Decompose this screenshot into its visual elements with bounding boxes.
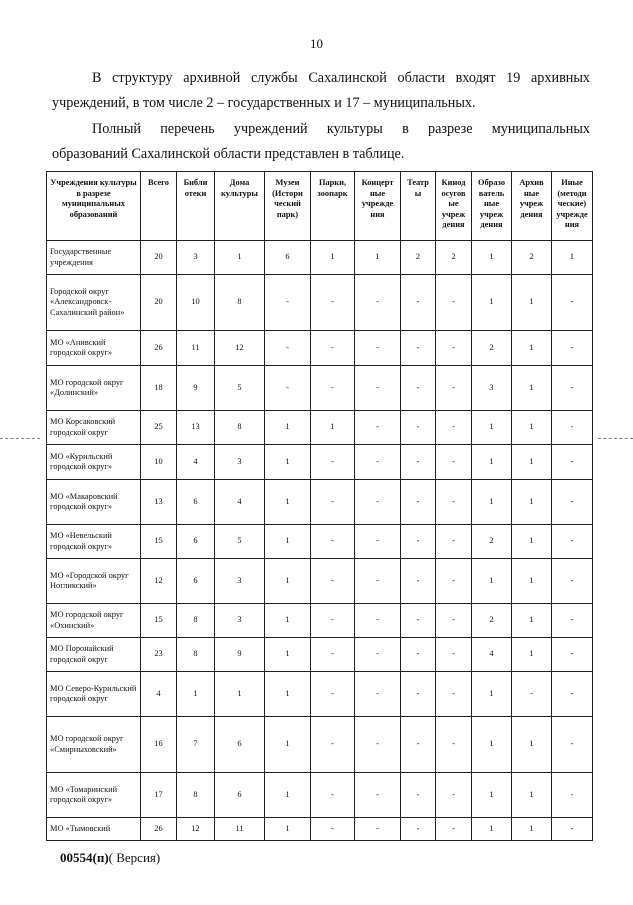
table-row <box>47 559 593 604</box>
table-cell: 1 <box>512 773 552 818</box>
table-cell: - <box>311 331 355 366</box>
table-cell: 12 <box>215 331 265 366</box>
table-cell: 15 <box>141 604 177 638</box>
table-cell: - <box>355 818 401 841</box>
table-cell: - <box>436 445 472 480</box>
table-cell: - <box>311 717 355 773</box>
table-cell: - <box>436 331 472 366</box>
table-cell: - <box>552 559 593 604</box>
table-cell: - <box>436 480 472 525</box>
table-cell: 13 <box>177 411 215 445</box>
table-cell: 6 <box>265 241 311 275</box>
column-header: Учреждения культуры в разрезе муниципальных образований <box>47 172 141 241</box>
table-cell: 1 <box>265 559 311 604</box>
table-cell: - <box>355 525 401 559</box>
table-cell: - <box>436 672 472 717</box>
table-cell: - <box>265 331 311 366</box>
table-cell: 9 <box>215 638 265 672</box>
table-cell: - <box>355 672 401 717</box>
paragraph-table-intro <box>52 117 590 167</box>
table-cell: 3 <box>215 604 265 638</box>
table-cell: 1 <box>512 638 552 672</box>
table-row <box>47 275 593 331</box>
table-cell: - <box>355 480 401 525</box>
table-cell: 20 <box>141 241 177 275</box>
page-number: 10 <box>310 36 323 51</box>
table-cell: 4 <box>472 638 512 672</box>
table-cell: - <box>355 604 401 638</box>
row-name-cell: МО «Томаринский городской округ» <box>47 773 141 818</box>
table-cell: 1 <box>355 241 401 275</box>
table-cell: 26 <box>141 818 177 841</box>
table-cell: 1 <box>215 241 265 275</box>
column-header: Концерт ные учрежде ния <box>355 172 401 241</box>
table-cell: - <box>401 480 436 525</box>
table-cell: 1 <box>472 275 512 331</box>
page-edge-marker <box>0 438 40 439</box>
table-cell: 1 <box>512 525 552 559</box>
table-cell: 2 <box>512 241 552 275</box>
table-row <box>47 331 593 366</box>
row-name-cell: МО городской округ «Охинский» <box>47 604 141 638</box>
column-header: Дома культуры <box>215 172 265 241</box>
table-cell: - <box>552 275 593 331</box>
table-cell: - <box>355 638 401 672</box>
table-cell: - <box>311 818 355 841</box>
table-cell: 8 <box>177 773 215 818</box>
table-cell: 1 <box>177 672 215 717</box>
table-cell: - <box>355 559 401 604</box>
table-cell: 2 <box>472 604 512 638</box>
paragraph-line: образований Сахалинской области представлен в таблице. <box>52 146 405 162</box>
table-cell: - <box>552 411 593 445</box>
row-name-cell: МО Северо-Курильский городской округ <box>47 672 141 717</box>
table-cell: - <box>552 638 593 672</box>
row-name-cell: МО «Макаровский городской округ» <box>47 480 141 525</box>
document-footer <box>60 850 160 866</box>
table-cell: 2 <box>472 331 512 366</box>
table-cell: - <box>401 525 436 559</box>
table-cell: - <box>355 445 401 480</box>
table-cell: - <box>436 366 472 411</box>
table-cell: 1 <box>265 818 311 841</box>
table-cell: - <box>436 638 472 672</box>
table-cell: - <box>265 275 311 331</box>
table-cell: - <box>552 445 593 480</box>
table-cell: 3 <box>472 366 512 411</box>
table-cell: 8 <box>177 604 215 638</box>
row-name-cell: МО «Городской округ Ногликский» <box>47 559 141 604</box>
table-cell: - <box>552 366 593 411</box>
table-cell: 1 <box>472 480 512 525</box>
table-row <box>47 366 593 411</box>
table-cell: - <box>552 480 593 525</box>
table-cell: 9 <box>177 366 215 411</box>
row-name-cell: МО «Невельский городской округ» <box>47 525 141 559</box>
table-cell: - <box>552 818 593 841</box>
table-cell: - <box>355 366 401 411</box>
table-cell: 1 <box>265 717 311 773</box>
table-cell: 1 <box>512 275 552 331</box>
table-cell: 8 <box>215 411 265 445</box>
table-body <box>47 241 593 841</box>
table-cell: 1 <box>311 411 355 445</box>
table-cell: 3 <box>215 559 265 604</box>
table-cell: 1 <box>472 559 512 604</box>
table-cell: 1 <box>472 445 512 480</box>
table-cell: 3 <box>215 445 265 480</box>
table-cell: 8 <box>177 638 215 672</box>
table-cell: - <box>552 525 593 559</box>
table-cell: - <box>401 331 436 366</box>
table-cell: 8 <box>215 275 265 331</box>
table-cell: 25 <box>141 411 177 445</box>
table-cell: 5 <box>215 525 265 559</box>
table-cell: 1 <box>472 411 512 445</box>
table-cell: 1 <box>512 366 552 411</box>
paragraph-archive-service <box>52 66 590 116</box>
table-cell: - <box>311 445 355 480</box>
table-cell: - <box>401 445 436 480</box>
table-row <box>47 445 593 480</box>
table-row <box>47 818 593 841</box>
page-edge-marker <box>598 438 633 439</box>
table-cell: 6 <box>215 717 265 773</box>
table-cell: - <box>401 275 436 331</box>
table-cell: - <box>401 773 436 818</box>
table-cell: - <box>401 717 436 773</box>
table-cell: - <box>355 717 401 773</box>
table-cell: 1 <box>512 445 552 480</box>
column-header: Театр ы <box>401 172 436 241</box>
table-cell: 1 <box>265 525 311 559</box>
table-cell: - <box>436 773 472 818</box>
column-header: Кинод осугов ые учреж дения <box>436 172 472 241</box>
table-row <box>47 672 593 717</box>
column-header: Парки, зоопарк <box>311 172 355 241</box>
table-cell: 2 <box>436 241 472 275</box>
table-cell: 1 <box>512 559 552 604</box>
table-cell: 2 <box>401 241 436 275</box>
table-cell: 6 <box>215 773 265 818</box>
table-cell: 12 <box>177 818 215 841</box>
table-cell: 1 <box>265 638 311 672</box>
table-cell: 23 <box>141 638 177 672</box>
table-cell: 1 <box>512 411 552 445</box>
table-cell: 3 <box>177 241 215 275</box>
table-cell: 10 <box>177 275 215 331</box>
table-cell: 18 <box>141 366 177 411</box>
table-cell: 1 <box>512 818 552 841</box>
table-cell: - <box>436 275 472 331</box>
table-cell: 13 <box>141 480 177 525</box>
table-cell: - <box>311 604 355 638</box>
row-name-cell: МО «Курильский городской округ» <box>47 445 141 480</box>
table-cell: - <box>401 638 436 672</box>
table-cell: - <box>311 559 355 604</box>
table-cell: 1 <box>472 818 512 841</box>
table-cell: 1 <box>472 241 512 275</box>
row-name-cell: Городской округ «Александровск-Сахалинский район» <box>47 275 141 331</box>
table-cell: 4 <box>177 445 215 480</box>
table-row <box>47 480 593 525</box>
table-cell: - <box>552 773 593 818</box>
table-cell: - <box>355 411 401 445</box>
table-cell: 10 <box>141 445 177 480</box>
table-cell: - <box>311 672 355 717</box>
table-cell: 12 <box>141 559 177 604</box>
table-cell: - <box>265 366 311 411</box>
table-cell: - <box>552 331 593 366</box>
row-name-cell: Государственные учреждения <box>47 241 141 275</box>
table-cell: - <box>355 275 401 331</box>
table-cell: 6 <box>177 525 215 559</box>
table-cell: - <box>436 525 472 559</box>
table-cell: 11 <box>177 331 215 366</box>
table-cell: 16 <box>141 717 177 773</box>
paragraph-line: Полный перечень учреждений культуры в разрезе муниципальных <box>92 121 590 137</box>
table-cell: 1 <box>265 480 311 525</box>
column-header: Иные (методи ческие) учрежде ния <box>552 172 593 241</box>
table-row <box>47 638 593 672</box>
culture-institutions-table <box>46 171 593 841</box>
table-cell: 1 <box>512 604 552 638</box>
table-cell: 1 <box>265 672 311 717</box>
table-cell: 1 <box>265 445 311 480</box>
table-cell: - <box>311 638 355 672</box>
table-row <box>47 525 593 559</box>
table-cell: - <box>311 480 355 525</box>
table-cell: - <box>401 672 436 717</box>
table-cell: - <box>512 672 552 717</box>
table-cell: 1 <box>512 717 552 773</box>
table-cell: 4 <box>141 672 177 717</box>
table-cell: - <box>436 604 472 638</box>
table-cell: - <box>552 672 593 717</box>
row-name-cell: МО «Анивский городской округ» <box>47 331 141 366</box>
table-cell: - <box>355 773 401 818</box>
paragraph-line: учреждений, в том числе 2 – государственных и 17 – муниципальных. <box>52 95 476 111</box>
table-cell: 1 <box>265 604 311 638</box>
table-cell: 20 <box>141 275 177 331</box>
table-cell: 1 <box>472 717 512 773</box>
row-name-cell: МО городской округ «Смирныховский» <box>47 717 141 773</box>
column-header: Всего <box>141 172 177 241</box>
table-cell: 15 <box>141 525 177 559</box>
column-header: Музеи (Истори ческий парк) <box>265 172 311 241</box>
table-cell: 7 <box>177 717 215 773</box>
table-cell: 1 <box>265 411 311 445</box>
table-cell: - <box>436 818 472 841</box>
table-cell: 11 <box>215 818 265 841</box>
table-cell: 1 <box>552 241 593 275</box>
table-cell: 1 <box>512 480 552 525</box>
table-cell: 26 <box>141 331 177 366</box>
table-row <box>47 604 593 638</box>
table-cell: 4 <box>215 480 265 525</box>
column-header: Библи отеки <box>177 172 215 241</box>
column-header: Образо ватель ные учреж дения <box>472 172 512 241</box>
table-cell: 6 <box>177 559 215 604</box>
paragraph-line: В структуру архивной службы Сахалинской области входят 19 архивных <box>92 70 590 86</box>
table-cell: 1 <box>512 331 552 366</box>
row-name-cell: МО Поронайский городской округ <box>47 638 141 672</box>
table-cell: 2 <box>472 525 512 559</box>
table-cell: 1 <box>472 773 512 818</box>
table-cell: - <box>355 331 401 366</box>
table-cell: - <box>311 525 355 559</box>
row-name-cell: МО «Тымовский <box>47 818 141 841</box>
table-row <box>47 411 593 445</box>
table-cell: - <box>436 411 472 445</box>
table-cell: - <box>401 366 436 411</box>
table-cell: - <box>401 604 436 638</box>
table-cell: - <box>436 559 472 604</box>
table-cell: - <box>436 717 472 773</box>
table-cell: 1 <box>215 672 265 717</box>
table-cell: 1 <box>311 241 355 275</box>
table-cell: - <box>401 411 436 445</box>
table-row <box>47 717 593 773</box>
table-cell: - <box>311 366 355 411</box>
table-row <box>47 773 593 818</box>
table-cell: 5 <box>215 366 265 411</box>
table-cell: - <box>311 773 355 818</box>
table-cell: - <box>401 559 436 604</box>
row-name-cell: МО Корсаковский городской округ <box>47 411 141 445</box>
table-cell: 6 <box>177 480 215 525</box>
table-cell: - <box>552 717 593 773</box>
row-name-cell: МО городской округ «Долинский» <box>47 366 141 411</box>
table-cell: 1 <box>265 773 311 818</box>
table-cell: - <box>311 275 355 331</box>
table-row <box>47 241 593 275</box>
document-version: ( Версия) <box>108 850 161 865</box>
column-header: Архив ные учреж дения <box>512 172 552 241</box>
table-cell: - <box>552 604 593 638</box>
table-header-row <box>47 172 593 241</box>
table-cell: 1 <box>472 672 512 717</box>
table-cell: 17 <box>141 773 177 818</box>
document-code: 00554(п) <box>60 850 109 865</box>
table-cell: - <box>401 818 436 841</box>
